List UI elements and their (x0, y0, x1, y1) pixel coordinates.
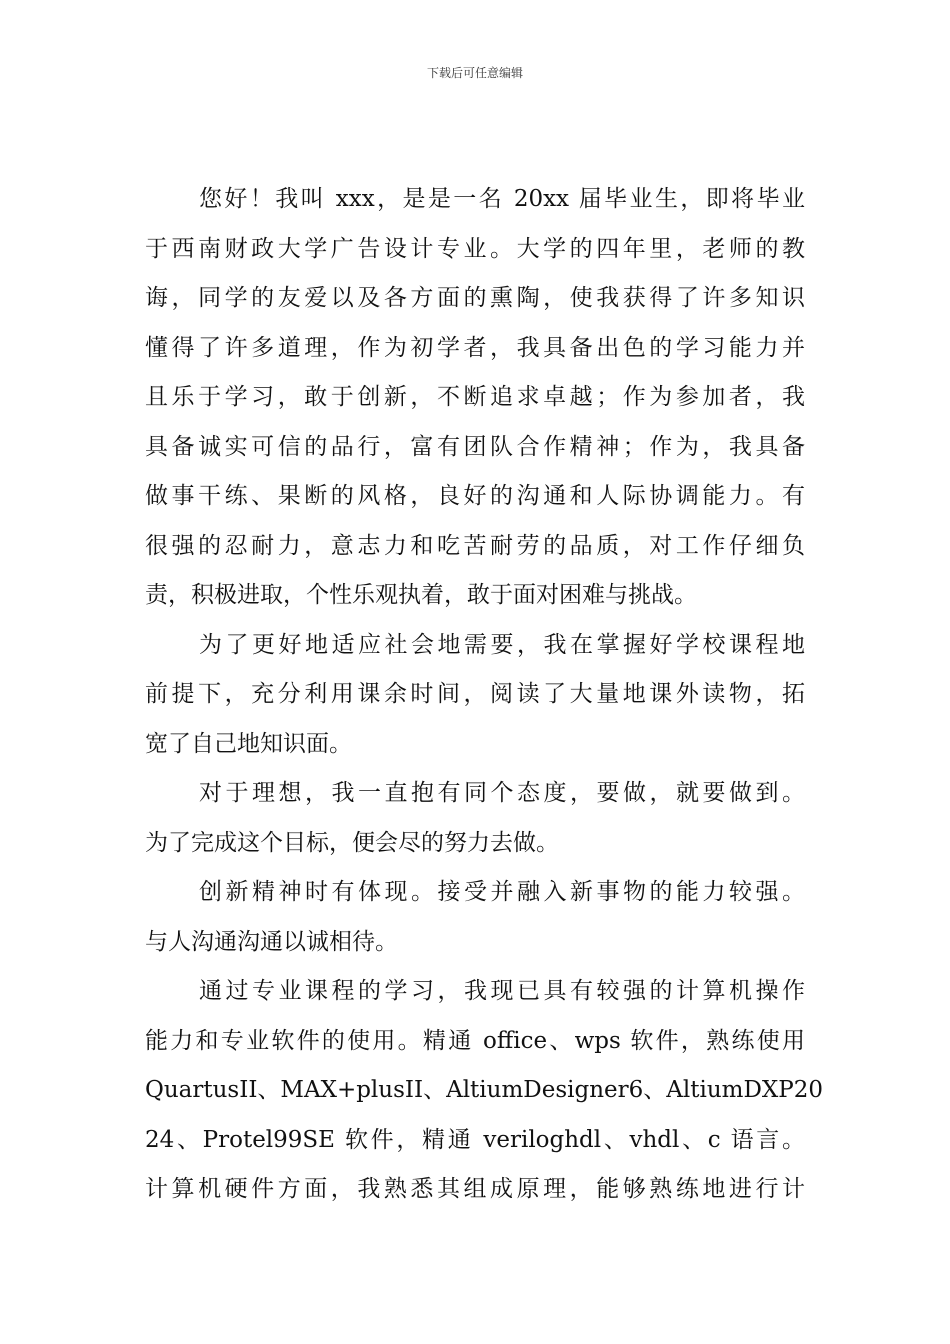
text-line: 24、Protel99SE 软件，精通 veriloghdl、vhdl、c 语言。 (145, 1126, 805, 1153)
body-text (145, 175, 823, 1215)
paragraph-adaptation (145, 621, 805, 770)
text-line: 诲，同学的友爱以及各方面的熏陶，使我获得了许多知识 (145, 285, 805, 311)
page-header: 下载后可任意编辑 (426, 66, 523, 80)
paragraph-intro (145, 175, 805, 621)
text-line: 您好！我叫 xxx，是是一名 20xx 届毕业生，即将毕业 (199, 186, 805, 212)
text-line: 宽了自己地知识面。 (145, 730, 352, 757)
text-line: 与人沟通沟通以诚相待。 (145, 928, 398, 955)
text-line: 为了完成这个目标，便会尽的努力去做。 (145, 829, 559, 856)
text-line: 为了更好地适应社会地需要，我在掌握好学校课程地 (199, 631, 805, 658)
text-line: 具备诚实可信的品行，富有团队合作精神；作为，我具备 (145, 433, 805, 460)
paragraph-innovation (145, 868, 805, 967)
text-line: 计算机硬件方面，我熟悉其组成原理，能够熟练地进行计 (145, 1176, 805, 1202)
text-line: 前提下，充分利用课余时间，阅读了大量地课外读物，拓 (145, 681, 805, 707)
text-line: 很强的忍耐力，意志力和吃苦耐劳的品质，对工作仔细负 (145, 532, 805, 559)
text-line: 于西南财政大学广告设计专业。大学的四年里，老师的教 (145, 235, 805, 262)
text-line: 能力和专业软件的使用。精通 office、wps 软件，熟练使用 (145, 1027, 805, 1054)
text-line: 创新精神时有体现。接受并融入新事物的能力较强。 (199, 879, 805, 905)
text-line: 且乐于学习，敢于创新，不断追求卓越；作为参加者，我 (145, 384, 805, 410)
paragraph-ideals (145, 769, 805, 868)
text-line: 懂得了许多道理，作为初学者，我具备出色的学习能力并 (145, 334, 805, 361)
text-line: QuartusII、MAX+plusII、AltiumDesigner6、AltiumDXP20 (145, 1077, 823, 1103)
text-line: 通过专业课程的学习，我现已具有较强的计算机操作 (199, 978, 805, 1004)
text-line: 责，积极进取，个性乐观执着，敢于面对困难与挑战。 (145, 582, 697, 608)
text-line: 做事干练、果断的风格，良好的沟通和人际协调能力。有 (145, 483, 805, 509)
paragraph-skills (145, 967, 823, 1215)
text-line: 对于理想，我一直抱有同个态度，要做，就要做到。 (199, 780, 805, 806)
